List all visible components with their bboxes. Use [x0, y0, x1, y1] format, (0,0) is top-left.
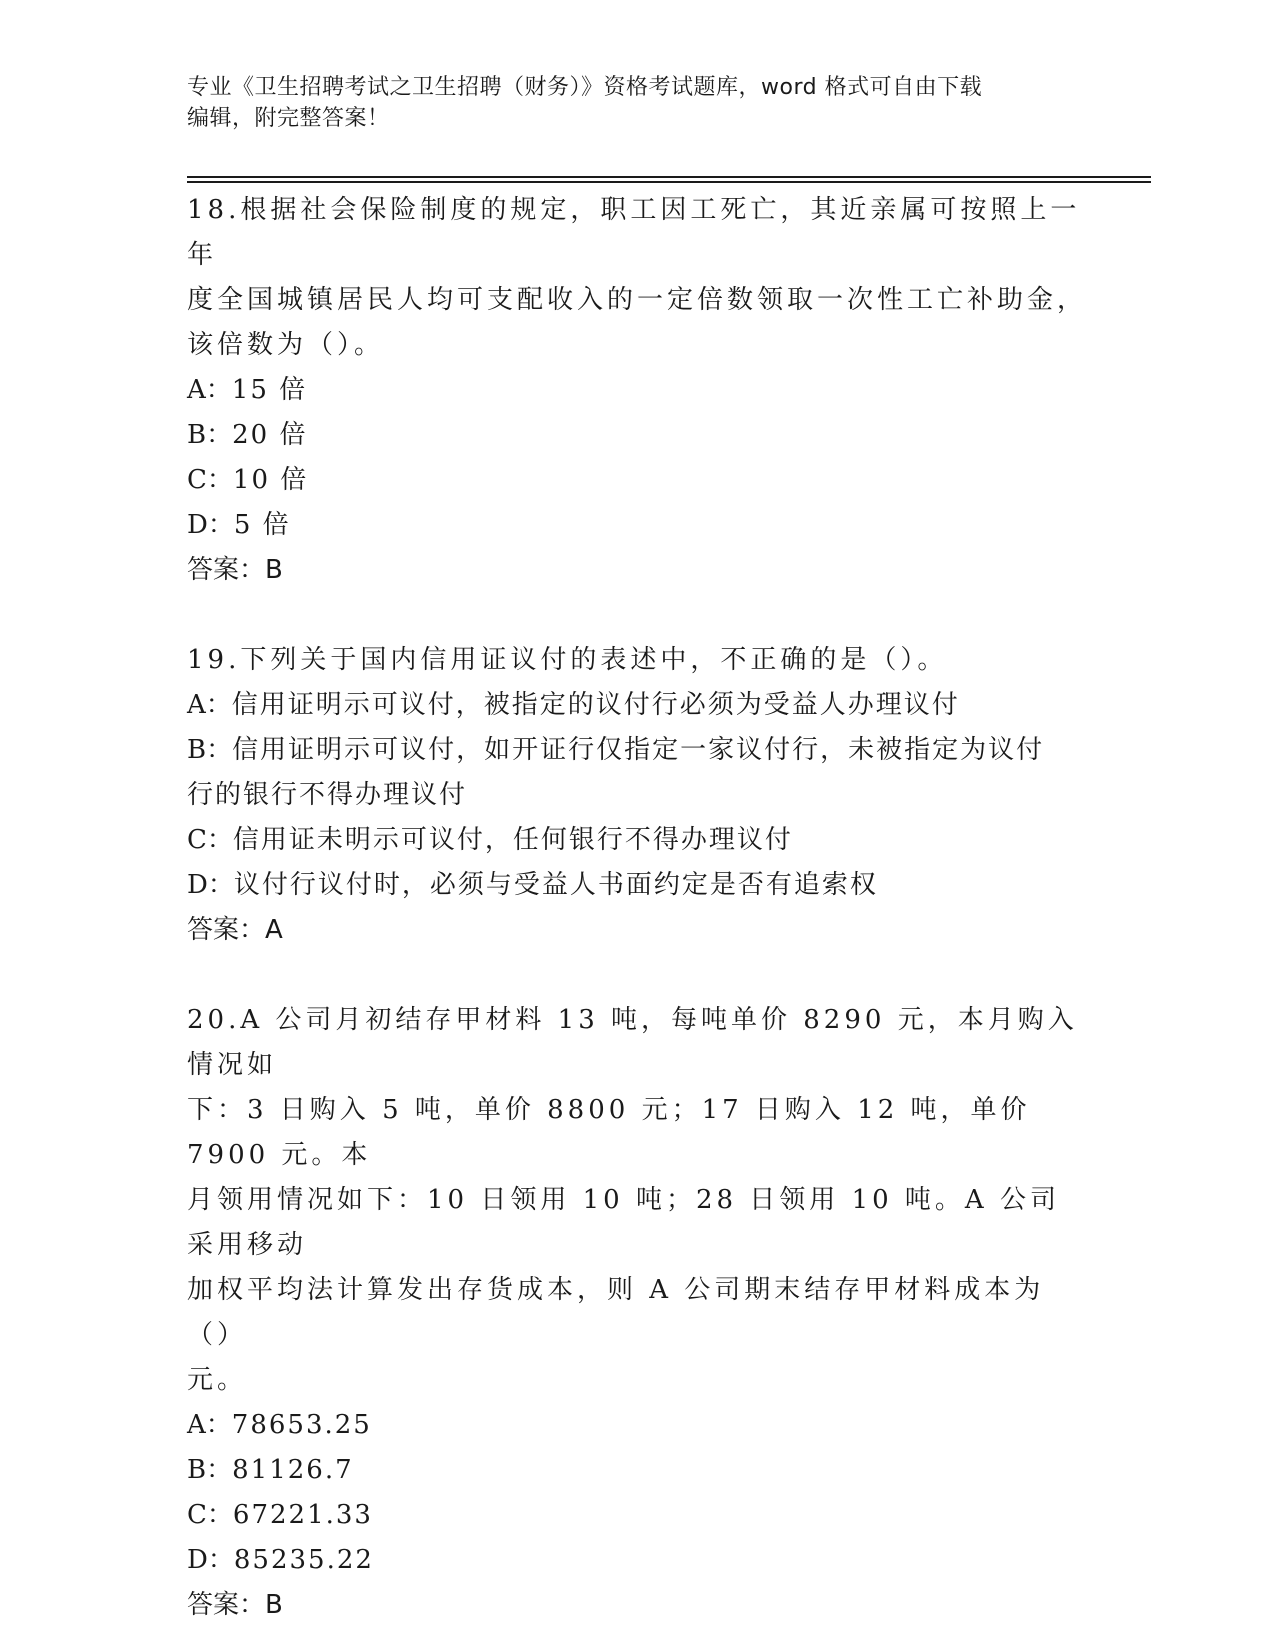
option-text: 10 倍 [232, 465, 309, 495]
option-label: D： [187, 510, 234, 540]
answer-option [187, 413, 1087, 458]
answer-option [187, 458, 1087, 503]
option-label: A： [187, 375, 232, 405]
option-text: 信用证明示可议付，如开证行仅指定一家议付行，未被指定为议付 [232, 735, 1045, 765]
answer-option [187, 818, 1087, 863]
answer-option [187, 1448, 1087, 1493]
question-item [187, 638, 1087, 953]
option-text: 15 倍 [231, 375, 308, 405]
answer-option [187, 728, 1087, 773]
question-item [187, 998, 1087, 1628]
header-line-1: 专业《卫生招聘考试之卫生招聘（财务）》资格考试题库，word 格式可自由下载 [187, 75, 983, 100]
option-text: 行的银行不得办理议付 [187, 780, 468, 810]
question-stem-line: 加权平均法计算发出存货成本，则 A 公司期末结存甲材料成本为（） [187, 1275, 1045, 1350]
question-stem-line: 19.下列关于国内信用证议付的表述中，不正确的是（）。 [187, 645, 948, 675]
option-text: 5 倍 [233, 510, 291, 540]
answer-key: 答案：B [187, 555, 283, 585]
answer-option [187, 863, 1087, 908]
header-divider-bottom [187, 181, 1151, 183]
answer-option [187, 368, 1087, 413]
option-text: 信用证明示可议付，被指定的议付行必须为受益人办理议付 [231, 690, 960, 720]
option-label: D： [187, 1545, 234, 1575]
header-line-2: 编辑，附完整答案！ [187, 106, 390, 131]
option-text: 67221.33 [232, 1500, 373, 1530]
answer-option [187, 1403, 1087, 1448]
option-label: A： [187, 690, 232, 720]
option-text: 议付行议付时，必须与受益人书面约定是否有追索权 [233, 870, 878, 900]
answer-option [187, 503, 1087, 548]
option-label: C： [187, 1500, 233, 1530]
answer-key: 答案：B [187, 1590, 283, 1620]
option-label: C： [187, 465, 233, 495]
option-label: B： [187, 735, 233, 765]
answer-option [187, 773, 1087, 818]
question-list [187, 188, 1087, 1628]
question-item [187, 188, 1087, 593]
option-label: D： [187, 870, 234, 900]
option-label: C： [187, 825, 233, 855]
question-stem-line: 下：3 日购入 5 吨，单价 8800 元；17 日购入 12 吨，单价 7900 元。本 [187, 1095, 1031, 1170]
question-stem-line: 20.A 公司月初结存甲材料 13 吨，每吨单价 8290 元，本月购入情况如 [187, 1005, 1078, 1080]
header-divider-top [187, 176, 1151, 178]
question-stem-line: 度全国城镇居民人均可支配收入的一定倍数领取一次性工亡补助金， [187, 285, 1088, 315]
document-header [187, 72, 1087, 134]
answer-option [187, 1493, 1087, 1538]
question-stem-line: 18.根据社会保险制度的规定，职工因工死亡，其近亲属可按照上一年 [187, 195, 1081, 270]
answer-option [187, 1538, 1087, 1583]
question-stem-line: 元。 [187, 1365, 248, 1395]
option-label: B： [187, 420, 233, 450]
option-text: 78653.25 [231, 1410, 372, 1440]
option-text: 信用证未明示可议付，任何银行不得办理议付 [232, 825, 793, 855]
option-label: A： [187, 1410, 232, 1440]
option-text: 20 倍 [232, 420, 308, 450]
option-text: 85235.22 [233, 1545, 374, 1575]
option-text: 81126.7 [232, 1455, 354, 1485]
option-label: B： [187, 1455, 233, 1485]
question-stem-line: 该倍数为（）。 [187, 330, 385, 360]
question-stem-line: 月领用情况如下：10 日领用 10 吨；28 日领用 10 吨。A 公司采用移动 [187, 1185, 1060, 1260]
answer-option [187, 683, 1087, 728]
answer-key: 答案：A [187, 915, 283, 945]
